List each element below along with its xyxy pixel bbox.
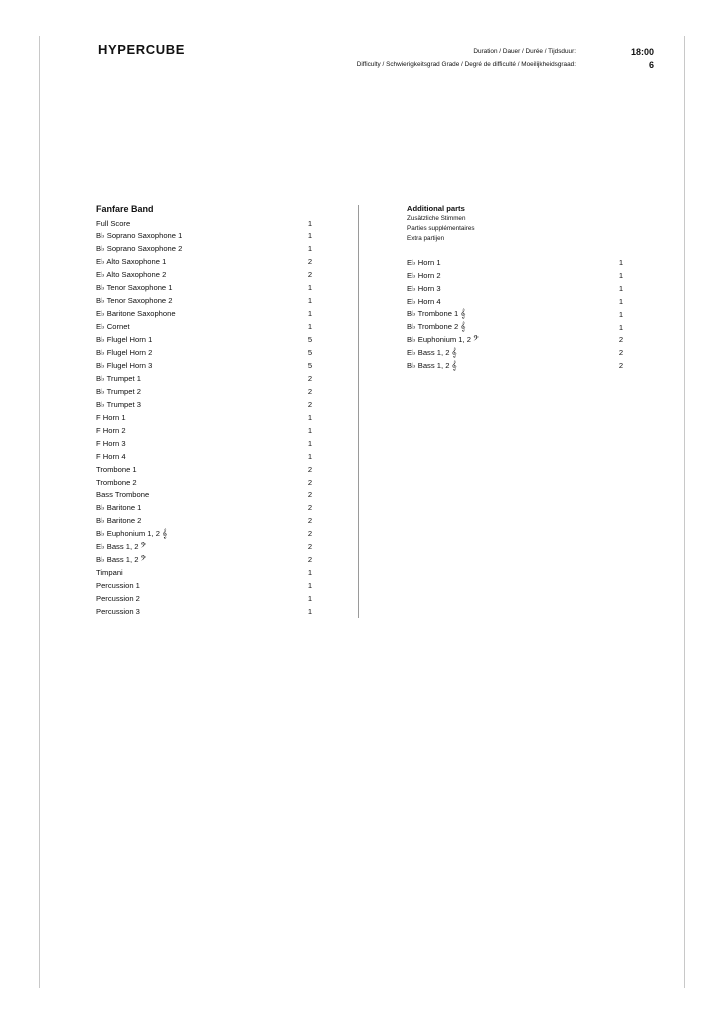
part-name-text: E♭ Horn 3 bbox=[407, 283, 441, 293]
part-quantity: 2 bbox=[307, 477, 313, 487]
part-quantity: 1 bbox=[307, 568, 313, 578]
part-row bbox=[96, 398, 314, 411]
part-name-text: E♭ Alto Saxophone 1 bbox=[96, 257, 167, 267]
part-name-text: E♭ Cornet bbox=[96, 322, 130, 332]
additional-subtitle-de: Zusätzliche Stimmen bbox=[407, 215, 466, 222]
part-row bbox=[96, 476, 314, 489]
part-quantity: 2 bbox=[307, 503, 313, 513]
part-quantity: 5 bbox=[307, 360, 313, 370]
part-row bbox=[96, 605, 314, 618]
part-quantity: 2 bbox=[307, 270, 313, 280]
part-name bbox=[96, 270, 306, 279]
part-name bbox=[96, 542, 306, 552]
part-name-text: B♭ Trumpet 2 bbox=[96, 386, 141, 396]
part-name bbox=[96, 400, 306, 409]
part-name bbox=[96, 581, 306, 590]
part-quantity: 2 bbox=[307, 386, 313, 396]
part-quantity: 5 bbox=[307, 335, 313, 345]
part-row bbox=[96, 320, 314, 333]
part-name-text: E♭ Alto Saxophone 2 bbox=[96, 270, 167, 280]
part-quantity: 1 bbox=[307, 581, 313, 591]
part-name-text: F Horn 4 bbox=[96, 451, 126, 461]
part-row bbox=[96, 592, 314, 605]
part-name-text: B♭ Trombone 2 bbox=[407, 322, 459, 331]
part-name bbox=[96, 490, 306, 499]
difficulty-value: 6 bbox=[648, 60, 654, 70]
bass-clef-icon: 𝄢 bbox=[140, 554, 147, 565]
part-row bbox=[407, 308, 625, 321]
part-quantity: 1 bbox=[307, 244, 313, 254]
part-row bbox=[96, 242, 314, 255]
part-row bbox=[96, 268, 314, 281]
part-name bbox=[96, 452, 306, 461]
part-quantity: 2 bbox=[307, 555, 313, 565]
part-name bbox=[96, 503, 306, 512]
part-name-text: E♭ Baritone Saxophone bbox=[96, 309, 176, 319]
part-row bbox=[96, 501, 314, 514]
part-quantity: 1 bbox=[307, 425, 313, 435]
treble-clef-icon: 𝄞 bbox=[161, 528, 168, 539]
part-name bbox=[96, 283, 306, 292]
part-name bbox=[407, 361, 617, 371]
part-name-text: E♭ Bass 1, 2 bbox=[96, 541, 139, 551]
part-name-text: Timpani bbox=[96, 568, 123, 578]
part-quantity: 1 bbox=[307, 438, 313, 448]
part-name-text: B♭ Flugel Horn 1 bbox=[96, 335, 153, 345]
part-name-text: B♭ Baritone 2 bbox=[96, 516, 142, 526]
part-name bbox=[407, 348, 617, 358]
part-name bbox=[96, 465, 306, 474]
part-name-text: B♭ Tenor Saxophone 1 bbox=[96, 283, 173, 293]
part-name bbox=[407, 335, 617, 345]
part-row bbox=[96, 229, 314, 242]
part-name bbox=[96, 478, 306, 487]
part-row bbox=[407, 282, 625, 295]
part-row bbox=[96, 385, 314, 398]
part-name-text: B♭ Trumpet 1 bbox=[96, 373, 141, 383]
part-row bbox=[96, 514, 314, 527]
part-row bbox=[407, 346, 625, 359]
part-quantity: 2 bbox=[307, 399, 313, 409]
part-name bbox=[96, 387, 306, 396]
part-quantity: 2 bbox=[307, 490, 313, 500]
additional-subtitle-fr: Parties supplémentaires bbox=[407, 225, 475, 232]
part-name-text: B♭ Trumpet 3 bbox=[96, 399, 141, 409]
part-name-text: B♭ Trombone 1 bbox=[407, 309, 459, 319]
duration-label: Duration / Dauer / Durée / Tijdsduur: bbox=[473, 48, 576, 55]
part-name-text: Trombone 1 bbox=[96, 464, 137, 474]
right-margin-rule bbox=[684, 36, 685, 988]
part-name bbox=[96, 322, 306, 331]
part-name bbox=[96, 413, 306, 422]
part-name-text: B♭ Flugel Horn 2 bbox=[96, 348, 153, 357]
additional-subtitle-nl: Extra partijen bbox=[407, 235, 445, 242]
part-name bbox=[96, 594, 306, 603]
part-name bbox=[96, 607, 306, 616]
part-row bbox=[407, 295, 625, 308]
part-name bbox=[96, 439, 306, 448]
part-name bbox=[407, 284, 617, 293]
part-name-text: Percussion 3 bbox=[96, 607, 140, 616]
part-row bbox=[96, 411, 314, 424]
part-name-text: B♭ Bass 1, 2 bbox=[407, 360, 450, 370]
part-quantity: 1 bbox=[307, 309, 313, 319]
bass-clef-icon: 𝄢 bbox=[472, 334, 479, 345]
part-name bbox=[96, 529, 306, 539]
part-name bbox=[96, 516, 306, 525]
part-name bbox=[96, 309, 306, 318]
part-quantity: 1 bbox=[618, 270, 624, 280]
part-name-text: B♭ Soprano Saxophone 1 bbox=[96, 231, 183, 241]
part-name-text: B♭ Bass 1, 2 bbox=[96, 554, 139, 564]
additional-section-title: Additional parts bbox=[407, 204, 465, 213]
part-row bbox=[96, 372, 314, 385]
part-quantity: 1 bbox=[307, 594, 313, 604]
difficulty-label: Difficulty / Schwierigkeitsgrad Grade / Degré de difficulté / Moeilijkheidsgraad: bbox=[356, 61, 576, 68]
part-name bbox=[96, 361, 306, 370]
part-quantity: 1 bbox=[618, 322, 624, 332]
part-name-text: Trombone 2 bbox=[96, 477, 137, 487]
part-row bbox=[96, 359, 314, 372]
part-name bbox=[96, 555, 306, 565]
part-quantity: 1 bbox=[307, 296, 313, 306]
part-name-text: Bass Trombone bbox=[96, 490, 150, 500]
part-name-text: Percussion 2 bbox=[96, 594, 140, 604]
part-name-text: Full Score bbox=[96, 218, 131, 228]
part-name bbox=[407, 322, 617, 332]
part-name-text: B♭ Tenor Saxophone 2 bbox=[96, 296, 173, 306]
part-row bbox=[96, 540, 314, 553]
part-name bbox=[96, 335, 306, 344]
part-name-text: E♭ Horn 2 bbox=[407, 270, 441, 280]
part-row bbox=[96, 346, 314, 359]
part-quantity: 1 bbox=[618, 283, 624, 293]
part-row bbox=[96, 566, 314, 579]
duration-value: 18:00 bbox=[630, 47, 654, 57]
part-quantity: 1 bbox=[307, 412, 313, 422]
part-quantity: 1 bbox=[307, 283, 313, 293]
left-margin-rule bbox=[39, 36, 40, 988]
part-row bbox=[96, 450, 314, 463]
part-row bbox=[96, 281, 314, 294]
part-row bbox=[96, 488, 314, 501]
part-quantity: 2 bbox=[307, 257, 313, 267]
part-name-text: E♭ Horn 1 bbox=[407, 258, 441, 267]
part-quantity: 1 bbox=[307, 322, 313, 332]
part-name-text: F Horn 2 bbox=[96, 425, 126, 435]
part-quantity: 1 bbox=[618, 296, 624, 306]
part-name-text: E♭ Bass 1, 2 bbox=[407, 347, 450, 357]
part-name bbox=[407, 258, 617, 267]
part-name bbox=[96, 374, 306, 383]
part-row bbox=[96, 437, 314, 450]
part-row bbox=[407, 321, 625, 334]
part-name-text: B♭ Euphonium 1, 2 bbox=[407, 334, 471, 344]
part-quantity: 1 bbox=[307, 218, 313, 228]
bass-clef-icon: 𝄢 bbox=[140, 541, 147, 552]
part-name bbox=[407, 309, 617, 319]
part-quantity: 2 bbox=[618, 361, 624, 371]
part-quantity: 1 bbox=[307, 451, 313, 461]
part-row bbox=[96, 333, 314, 346]
part-row bbox=[96, 527, 314, 540]
part-name bbox=[407, 271, 617, 280]
part-name-text: Percussion 1 bbox=[96, 581, 140, 591]
treble-clef-icon: 𝄞 bbox=[460, 322, 466, 332]
part-quantity: 5 bbox=[307, 348, 313, 357]
part-row bbox=[407, 269, 625, 282]
part-name-text: B♭ Baritone 1 bbox=[96, 503, 142, 513]
part-name bbox=[407, 297, 617, 306]
part-name-text: B♭ Soprano Saxophone 2 bbox=[96, 244, 183, 254]
part-name bbox=[96, 219, 306, 228]
part-row bbox=[96, 463, 314, 476]
part-name-text: B♭ Euphonium 1, 2 bbox=[96, 528, 160, 538]
part-name bbox=[96, 244, 306, 253]
part-name bbox=[96, 257, 306, 266]
part-row bbox=[96, 553, 314, 566]
fanfare-section-title: Fanfare Band bbox=[96, 204, 154, 214]
column-divider bbox=[358, 205, 359, 618]
part-quantity: 1 bbox=[307, 607, 313, 616]
part-name bbox=[96, 348, 306, 357]
part-name bbox=[96, 231, 306, 240]
part-row bbox=[96, 217, 314, 230]
part-quantity: 1 bbox=[307, 231, 313, 241]
part-row bbox=[96, 294, 314, 307]
treble-clef-icon: 𝄞 bbox=[460, 309, 466, 320]
part-name-text: F Horn 1 bbox=[96, 412, 126, 422]
part-row bbox=[407, 333, 625, 346]
part-quantity: 2 bbox=[307, 373, 313, 383]
part-quantity: 2 bbox=[307, 542, 313, 552]
part-quantity: 1 bbox=[618, 258, 624, 267]
part-name-text: E♭ Horn 4 bbox=[407, 296, 441, 306]
part-quantity: 2 bbox=[307, 529, 313, 539]
part-name bbox=[96, 426, 306, 435]
part-quantity: 2 bbox=[618, 348, 624, 358]
part-quantity: 2 bbox=[307, 516, 313, 526]
part-row bbox=[407, 256, 625, 269]
part-quantity: 1 bbox=[618, 309, 624, 319]
part-row bbox=[96, 255, 314, 268]
part-row bbox=[407, 359, 625, 372]
part-name-text: B♭ Flugel Horn 3 bbox=[96, 360, 153, 370]
part-quantity: 2 bbox=[307, 464, 313, 474]
part-row bbox=[96, 307, 314, 320]
treble-clef-icon: 𝄞 bbox=[451, 360, 457, 371]
part-row bbox=[96, 579, 314, 592]
part-row bbox=[96, 424, 314, 437]
part-name-text: F Horn 3 bbox=[96, 438, 126, 448]
treble-clef-icon: 𝄞 bbox=[451, 347, 457, 358]
part-name bbox=[96, 568, 306, 577]
part-quantity: 2 bbox=[618, 335, 624, 345]
part-name bbox=[96, 296, 306, 305]
piece-title: HYPERCUBE bbox=[98, 42, 186, 57]
